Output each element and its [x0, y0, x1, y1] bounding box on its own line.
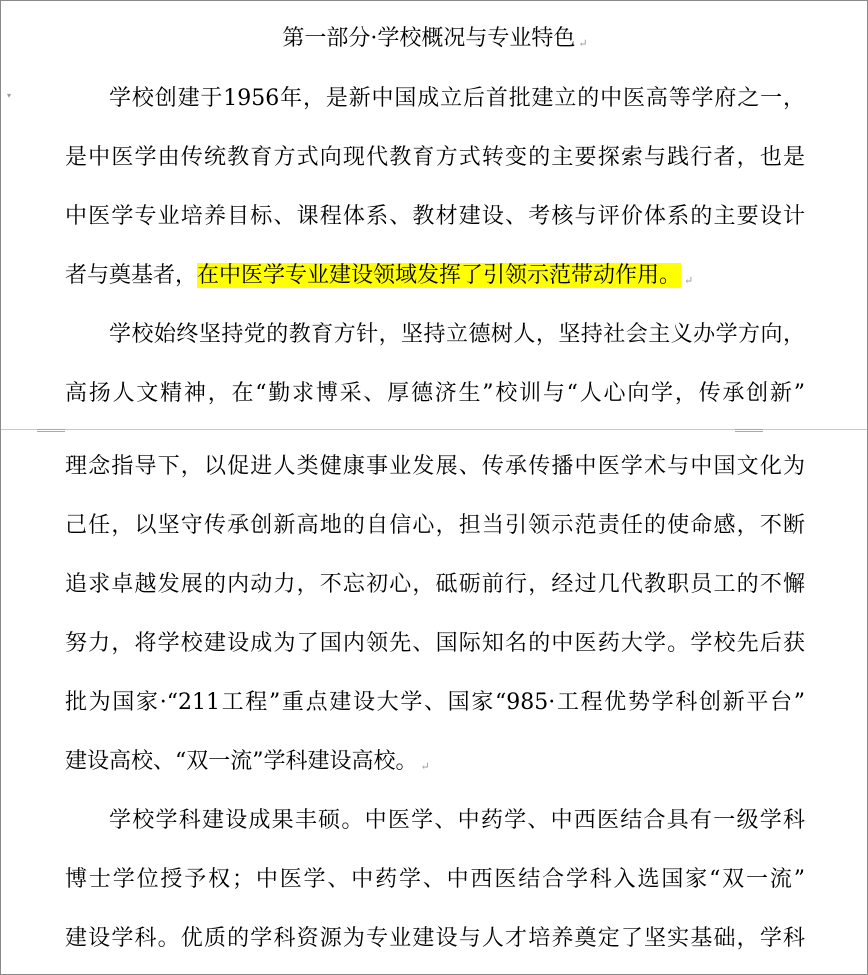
- section-title-text: 第一部分·学校概况与专业特色: [282, 26, 576, 51]
- para2-line2: 高扬人文精神，在“勤求博采、厚德济生”校训与“人心向学，传承创新”: [65, 381, 805, 406]
- crop-mark-icon: [735, 429, 763, 438]
- para3-line2: 博士学位授予权；中医学、中药学、中西医结合学科入选国家“双一流”: [65, 867, 805, 892]
- para3-line3: 建设学科。优质的学科资源为专业建设与人才培养奠定了坚实基础，学科: [65, 926, 805, 951]
- collapse-marker-icon[interactable]: ▾: [7, 91, 12, 100]
- section-title: [1, 19, 868, 64]
- para2-line6: 努力，将学校建设成为了国内领先、国际知名的中医药大学。学校先后获: [65, 631, 805, 656]
- para1-line4-prefix: 者与奠基者，: [65, 263, 198, 288]
- para2-line4: 己任，以坚守传承创新高地的自信心，担当引领示范责任的使命感，不断: [65, 513, 805, 538]
- paragraph-mark-icon: ↵: [420, 760, 430, 773]
- para1-line2: 是中医学由传统教育方式向现代教育方式转变的主要探索与践行者，也是: [65, 145, 805, 170]
- paragraph-mark-icon: ↵: [684, 274, 694, 287]
- para3-line1: 学校学科建设成果丰硕。中医学、中药学、中西医结合具有一级学科: [109, 808, 805, 833]
- paragraph-mark-icon: ↵: [578, 37, 588, 50]
- para2-line3: 理念指导下，以促进人类健康事业发展、传承传播中医学术与中国文化为: [65, 454, 805, 479]
- para2-line8: [65, 742, 805, 787]
- para2-line8-text: 建设高校、“双一流”学科建设高校。: [65, 749, 418, 774]
- para2-line7: 批为国家·“211工程”重点建设大学、国家“985·工程优势学科创新平台”: [65, 690, 805, 715]
- para2-line5: 追求卓越发展的内动力，不忘初心，砥砺前行，经过几代教职员工的不懈: [65, 572, 805, 597]
- para2-line1: 学校始终坚持党的教育方针，坚持立德树人，坚持社会主义办学方向，: [109, 322, 805, 347]
- para1-line3: 中医学专业培养目标、课程体系、教材建设、考核与评价体系的主要设计: [65, 204, 805, 229]
- crop-mark-icon: [37, 429, 65, 438]
- highlighted-text: 在中医学专业建设领域发挥了引领示范带动作用。: [197, 263, 682, 288]
- para1-line4: [65, 256, 805, 301]
- para1-line1: 学校创建于1956年，是新中国成立后首批建立的中医高等学府之一，: [109, 86, 805, 111]
